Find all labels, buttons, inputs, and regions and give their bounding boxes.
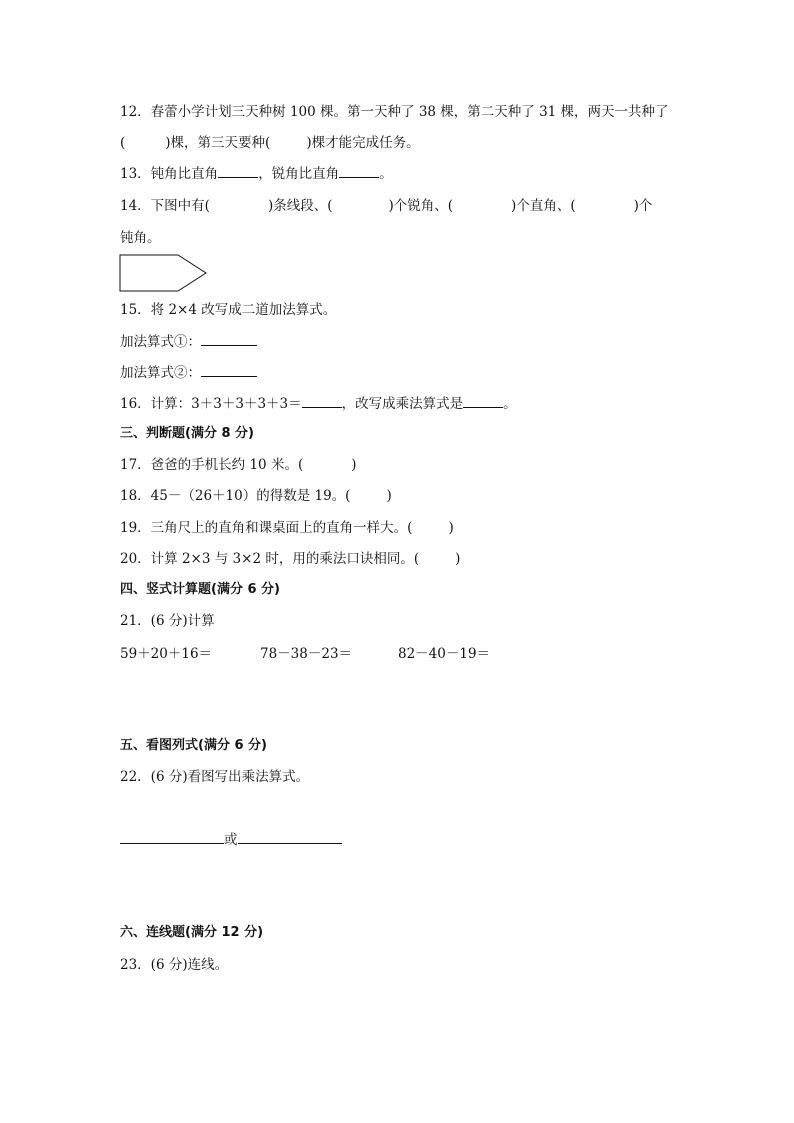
- q14-text-e: )个: [633, 198, 653, 214]
- question-16: [120, 394, 517, 414]
- question-18: [120, 486, 392, 506]
- q14-text-c: )个锐角、(: [388, 198, 454, 214]
- q23-title: 23．(6 分)连线。: [120, 957, 229, 973]
- q22-or-text: 或: [224, 832, 238, 848]
- q22-title: 22．(6 分)看图写出乘法算式。: [120, 769, 310, 785]
- question-13: [120, 164, 393, 184]
- q16-text-c: 。: [503, 396, 517, 412]
- q19-close: ): [448, 520, 454, 536]
- section-4-heading: 四、竖式计算题(满分 6 分): [120, 582, 280, 597]
- q22-answer-line: [120, 830, 342, 850]
- q15-addition-2: [120, 363, 257, 383]
- q20-text: 20．计算 2×3 与 3×2 时，用的乘法口诀相同。(: [120, 551, 420, 567]
- q15-title: 15．将 2×4 改写成二道加法算式。: [120, 302, 337, 318]
- q13-blank-1[interactable]: [218, 165, 258, 178]
- q18-close: ): [386, 488, 392, 504]
- question-22: [120, 767, 309, 787]
- q17-close: ): [351, 457, 357, 473]
- q21-expression-3: 82－40－19＝: [398, 646, 491, 662]
- q19-text: 19．三角尺上的直角和课桌面上的直角一样大。(: [120, 520, 413, 536]
- q15-addition-1: [120, 332, 257, 352]
- q17-text: 17．爸爸的手机长约 10 米。(: [120, 457, 304, 473]
- section-6-heading: 六、连线题(满分 12 分): [120, 925, 264, 940]
- q12-end-text: )棵才能完成任务。: [306, 135, 420, 151]
- question-17: [120, 455, 357, 475]
- q13-blank-2[interactable]: [339, 165, 379, 178]
- q16-text-b: ，改写成乘法算式是: [341, 396, 464, 412]
- q16-blank-1[interactable]: [302, 395, 342, 408]
- question-15: [120, 300, 336, 320]
- q22-blank-1[interactable]: [120, 831, 224, 844]
- section-5-heading: 五、看图列式(满分 6 分): [120, 738, 267, 753]
- q18-text: 18．45－（26＋10）的得数是 19。(: [120, 488, 351, 504]
- q12-open-paren: (: [120, 135, 126, 151]
- q15-blank-2[interactable]: [201, 364, 257, 377]
- question-12-line-1: [120, 102, 669, 122]
- q21-title: 21．(6 分)计算: [120, 613, 215, 629]
- q12-mid-text: )棵，第三天要种(: [165, 135, 271, 151]
- q13-text-a: 13．钝角比直角: [120, 166, 219, 182]
- q20-close: ): [455, 551, 461, 567]
- question-21: [120, 611, 215, 631]
- q21-expression-2: 78－38－23＝: [260, 646, 353, 662]
- q12-text-1: 12．春蕾小学计划三天种树 100 棵。第一天种了 38 棵，第二天种了 31 棵，两天一共种了: [120, 104, 669, 120]
- q16-blank-2[interactable]: [463, 395, 503, 408]
- q15-add1-label: 加法算式①：: [120, 334, 201, 350]
- question-23: [120, 955, 228, 975]
- q16-text-a: 16．计算：3＋3＋3＋3＋3＝: [120, 396, 302, 412]
- question-12-line-2: [120, 133, 420, 153]
- question-20: [120, 549, 460, 569]
- q14-text-b: )条线段、(: [267, 198, 333, 214]
- q14-text-d: )个直角、(: [511, 198, 576, 214]
- section-3-heading: 三、判断题(满分 8 分): [120, 426, 254, 441]
- question-14-line-1: [120, 196, 652, 216]
- q15-blank-1[interactable]: [201, 333, 257, 346]
- q14-text-a: 14．下图中有(: [120, 198, 210, 214]
- question-19: [120, 518, 454, 538]
- q15-add2-label: 加法算式②：: [120, 365, 201, 381]
- q22-blank-2[interactable]: [238, 831, 342, 844]
- pentagon-figure: [118, 253, 210, 293]
- q13-text-c: 。: [379, 166, 393, 182]
- q21-expression-1: 59＋20＋16＝: [120, 646, 213, 662]
- q14-text-line2: 钝角。: [120, 230, 161, 246]
- q13-text-b: ，锐角比直角: [258, 166, 340, 182]
- question-14-line-2: [120, 228, 161, 248]
